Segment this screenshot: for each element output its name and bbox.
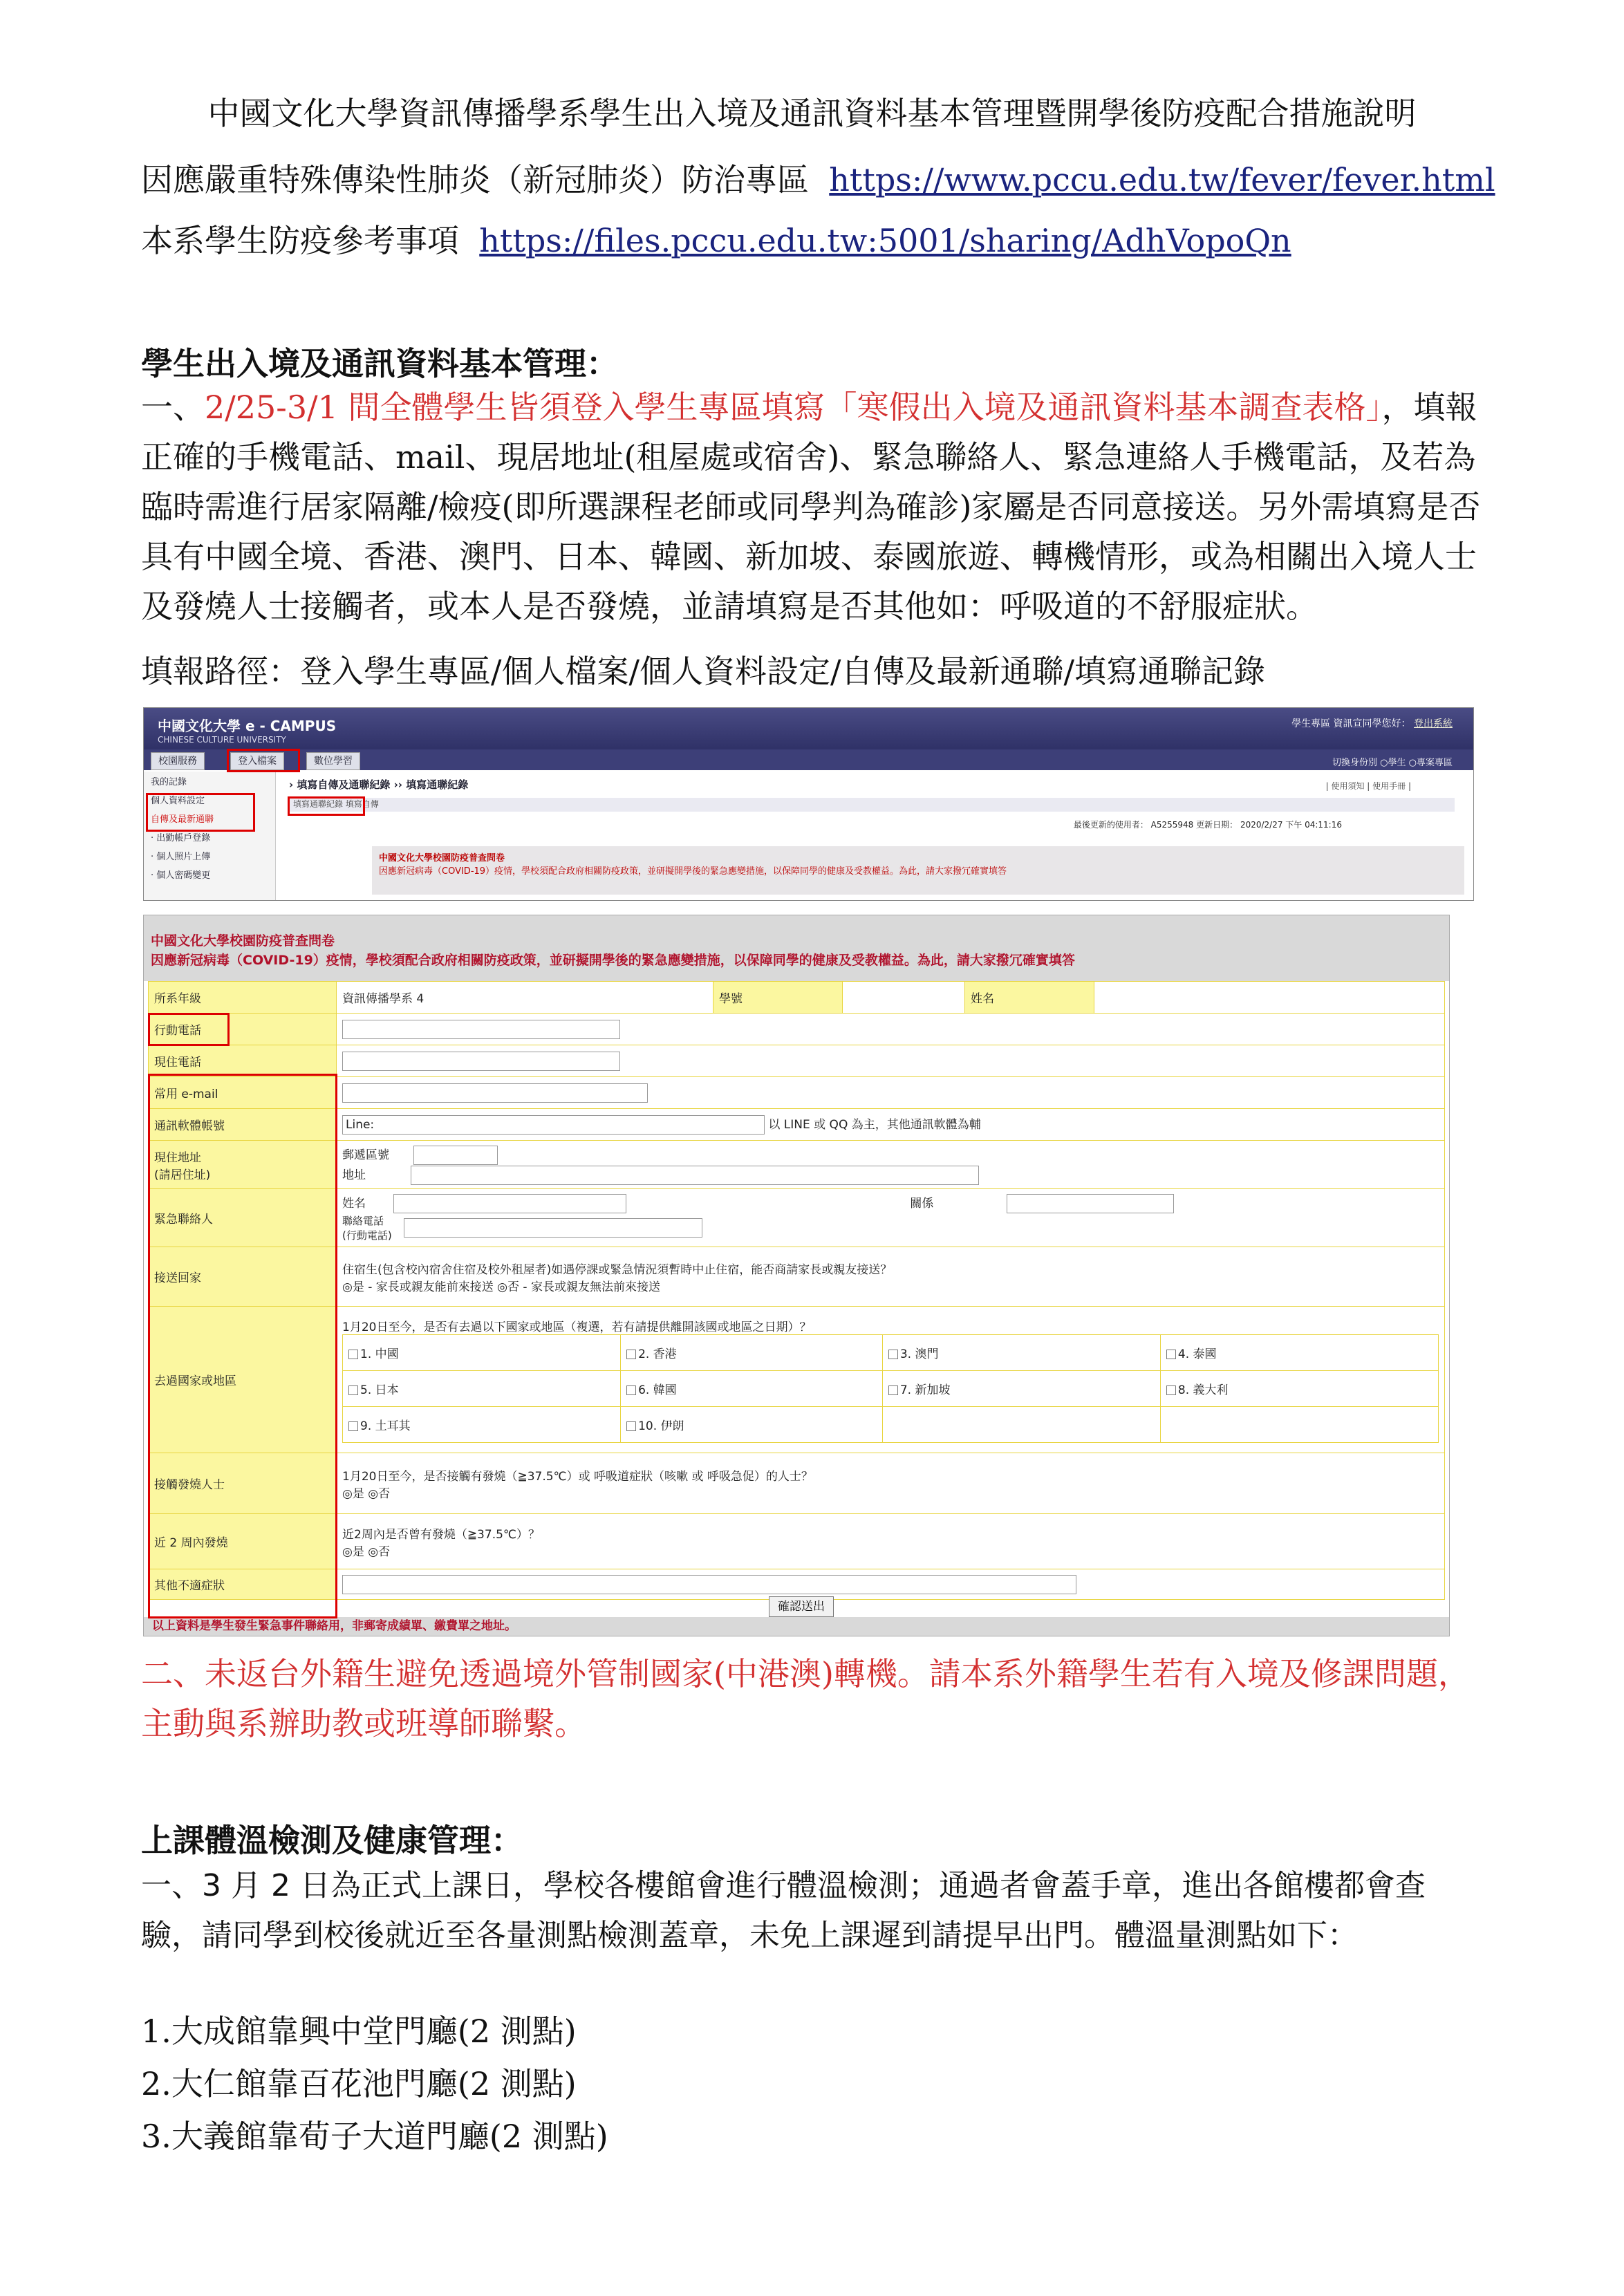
prevention-ref-link[interactable]: https://files.pccu.edu.tw:5001/sharing/AdhVopoQn	[479, 222, 1291, 259]
home-phone-label: 現住電話	[149, 1045, 337, 1077]
email-label: 常用 e-mail	[149, 1077, 337, 1109]
sidebar-item-photo[interactable]: · 個人照片上傳	[151, 852, 211, 862]
other-symptoms-label: 其他不適症狀	[149, 1569, 337, 1600]
sidebar-item-settings[interactable]: 個人資料設定	[151, 796, 205, 806]
country-grid	[342, 1334, 1439, 1443]
checkpoint-item: 1.大成館靠興中堂門廳(2 測點)	[141, 2013, 577, 2050]
sidebar-item-password[interactable]: · 個人密碼變更	[151, 870, 211, 881]
recent-fever-options[interactable]: ◎是 ◎否	[342, 1544, 391, 1559]
tab-campus-service[interactable]: 校園服務	[151, 752, 205, 770]
p2-body: 未返台外籍生避免透過境外管制國家(中港澳)轉機。請本系外籍學生若有入境及修課問題，主動與系辦助教或班導師聯繫。	[141, 1655, 1470, 1742]
contact-relation-label: 關係	[910, 1197, 934, 1211]
zip-label: 郵遞區號	[342, 1148, 389, 1162]
tab-digital-learning[interactable]: 數位學習	[306, 752, 360, 770]
fever-contact-question: 1月20日至今，是否接觸有發燒（≧37.5℃）或 呼吸道症狀（咳嗽 或 呼吸急促）的人士？	[342, 1469, 813, 1484]
contact-phone-label: 聯絡電話 (行動電話)	[342, 1215, 392, 1242]
im-label: 通訊軟體帳號	[149, 1109, 337, 1141]
portal-breadcrumb: › 填寫自傳及通聯紀錄 ›› 填寫通聯紀錄	[289, 778, 469, 791]
country-checkbox[interactable]: 6. 韓國	[638, 1383, 677, 1397]
country-checkbox[interactable]: 3. 澳門	[899, 1347, 939, 1361]
pickup-label: 接送回家	[149, 1247, 337, 1307]
section2-heading: 上課體溫檢測及健康管理：	[141, 1822, 523, 1859]
fill-path: 填報路徑：登入學生專區/個人檔案/個人資料設定/自傳及最新通聯/填寫通聯記錄	[141, 653, 1265, 690]
sidebar-item-account[interactable]: · 出勤帳戶登錄	[151, 833, 211, 843]
link-label-2: 本系學生防疫參考事項	[141, 222, 459, 259]
p2-prefix: 二、	[141, 1655, 205, 1692]
submit-button[interactable]: 確認送出	[769, 1596, 834, 1617]
country-checkbox[interactable]: 5. 日本	[360, 1383, 399, 1397]
email-input[interactable]	[342, 1083, 648, 1103]
sidebar-item-autobio[interactable]: 自傳及最新通聯	[151, 814, 214, 825]
survey-table	[148, 981, 1445, 1600]
link-label-1: 因應嚴重特殊傳染性肺炎（新冠肺炎）防治專區	[141, 161, 809, 198]
page-title: 中國文化大學資訊傳播學系學生出入境及通訊資料基本管理暨開學後防疫配合措施說明	[207, 95, 1417, 132]
link-line-1	[141, 155, 1495, 200]
student-id-label: 學號	[713, 982, 843, 1014]
contact-name-label: 姓名	[342, 1197, 366, 1211]
country-checkbox[interactable]: 9. 土耳其	[360, 1419, 411, 1433]
home-phone-input[interactable]	[342, 1052, 620, 1071]
highlight-subtab-box	[288, 796, 365, 816]
name-label: 姓名	[965, 982, 1094, 1014]
country-checkbox[interactable]: 4. 泰國	[1177, 1347, 1217, 1361]
fever-contact-label: 接觸發燒人士	[149, 1453, 337, 1514]
addr-label: 地址	[342, 1168, 366, 1182]
sidebar-item-records[interactable]: 我的記錄	[151, 777, 187, 787]
form-footer: 以上資料是學生發生緊急事件聯絡用，非郵寄成績單、繳費單之地址。	[144, 1617, 1450, 1636]
dept-label: 所系年級	[149, 982, 337, 1014]
mini-survey-banner: 中國文化大學校園防疫普查問卷 因應新冠病毒（COVID-19）疫情，學校須配合政府相關防疫政策，並研擬開學後的緊急應變措施，以保障同學的健康及受教權益。為此，請大家撥冗確實填答	[372, 846, 1464, 895]
contact-relation-input[interactable]	[1007, 1194, 1174, 1213]
checkpoint-item: 2.大仁館靠百花池門廳(2 測點)	[141, 2065, 577, 2102]
contact-phone-input[interactable]	[404, 1218, 702, 1238]
address-label: 現住地址 (請居住址)	[149, 1141, 337, 1189]
tab-profile[interactable]: 登入檔案	[230, 752, 284, 770]
country-checkbox[interactable]: 7. 新加坡	[899, 1383, 951, 1397]
checkpoint-item: 3.大義館靠荀子大道門廳(2 測點)	[141, 2118, 608, 2155]
form-subtitle: 因應新冠病毒（COVID-19）疫情，學校須配合政府相關防疫政策，並研擬開學後的緊急應變措施，以保障同學的健康及受教權益。為此，請大家撥冗確實填答	[151, 953, 1075, 968]
emergency-contact-label: 緊急聯絡人	[149, 1189, 337, 1247]
portal-sidebar	[144, 772, 276, 901]
highlight-fields-box	[148, 1074, 337, 1618]
section1-paragraph-1	[141, 382, 1482, 631]
travel-question: 1月20日至今，是否有去過以下國家或地區（複選，若有請提供離開該國或地區之日期）？	[342, 1320, 812, 1334]
zip-input[interactable]	[413, 1146, 498, 1165]
update-info: 最後更新的使用者： A5255948 更新日期： 2020/2/27 下午 04:11:16	[1073, 820, 1342, 830]
logout-link[interactable]: 登出系統	[1414, 718, 1453, 729]
portal-screenshot	[143, 707, 1474, 901]
section1-paragraph-2	[141, 1649, 1482, 1748]
other-symptoms-input[interactable]	[342, 1575, 1076, 1594]
recent-fever-label: 近 2 周內發燒	[149, 1514, 337, 1569]
identity-switch[interactable]: 切換身份別 ○學生 ○專案專區	[1332, 758, 1453, 768]
mobile-label: 行動電話	[149, 1014, 337, 1045]
highlight-tab-box	[227, 749, 300, 772]
form-header	[144, 915, 1449, 981]
country-checkbox[interactable]: 2. 香港	[638, 1347, 677, 1361]
pickup-options[interactable]: ◎是 - 家長或親友能前來接送 ◎否 - 家長或親友無法前來接送	[342, 1280, 660, 1294]
recent-fever-question: 近2周內是否曾有發燒（≧37.5℃）？	[342, 1527, 541, 1542]
survey-form-screenshot	[143, 915, 1450, 1636]
pickup-question: 住宿生(包含校內宿舍住宿及校外租屋者)如遇停課或緊急情況須暫時中止住宿，能否商請家長或親友接送？	[342, 1262, 893, 1277]
country-checkbox[interactable]: 10. 伊朗	[638, 1419, 684, 1433]
portal-logo: 中國文化大學 e - CAMPUS CHINESE CULTURE UNIVERSITY	[158, 718, 337, 745]
p1-body: ，填報正確的手機電話、mail、現居地址(租屋處或宿舍)、緊急聯絡人、緊急連絡人手機電話，及若為臨時需進行居家隔離/檢疫(即所選課程老師或同學判為確診)家屬是否同意接送。另外需填寫是否具有中國全境、香港、澳門、日本、韓國、新加坡、泰國旅遊、轉機情形，或為相關出入境人士及發燒人士接觸者，或本人是否發燒，並請填寫是否其他如：呼吸道的不舒服症狀。	[141, 389, 1481, 625]
section2-paragraph-1: 一、3 月 2 日為正式上課日，學校各樓館會進行體溫檢測；通過者會蓋手章，進出各館樓都會查驗，請同學到校後就近至各量測點檢測蓋章，未免上課遲到請提早出門。體溫量測點如下：	[141, 1868, 1426, 1953]
addr-input[interactable]	[411, 1166, 979, 1185]
p1-highlight: 2/25-3/1 間全體學生皆須登入學生專區填寫「寒假出入境及通訊資料基本調查表格」	[205, 389, 1382, 426]
section1-heading: 學生出入境及通訊資料基本管理：	[141, 345, 618, 382]
form-title: 中國文化大學校園防疫普查問卷	[151, 933, 335, 949]
travel-label: 去過國家或地區	[149, 1307, 337, 1453]
im-input[interactable]: Line:	[342, 1115, 765, 1135]
highlight-sidebar-box	[146, 793, 255, 832]
dept-value: 資訊傳播學系 4	[337, 982, 713, 1014]
p1-prefix: 一、	[141, 389, 205, 426]
mobile-input[interactable]	[342, 1020, 620, 1039]
fever-zone-link[interactable]: https://www.pccu.edu.tw/fever/fever.html	[829, 161, 1495, 198]
country-checkbox[interactable]: 1. 中國	[360, 1347, 399, 1361]
link-line-2	[141, 216, 1291, 261]
portal-user: 學生專區 資訊宣同學您好： 登出系統	[1291, 718, 1453, 729]
im-note: 以 LINE 或 QQ 為主，其他通訊軟體為輔	[768, 1118, 981, 1132]
subtab-bar[interactable]: 填寫通聯紀錄 填寫自傳	[289, 798, 1455, 812]
portal-header	[144, 708, 1473, 749]
usage-links[interactable]: | 使用須知 | 使用手冊 |	[1325, 781, 1411, 791]
highlight-mobile-box	[148, 1013, 230, 1046]
contact-name-input[interactable]	[393, 1194, 626, 1213]
country-checkbox[interactable]: 8. 義大利	[1177, 1383, 1229, 1397]
fever-contact-options[interactable]: ◎是 ◎否	[342, 1486, 391, 1501]
